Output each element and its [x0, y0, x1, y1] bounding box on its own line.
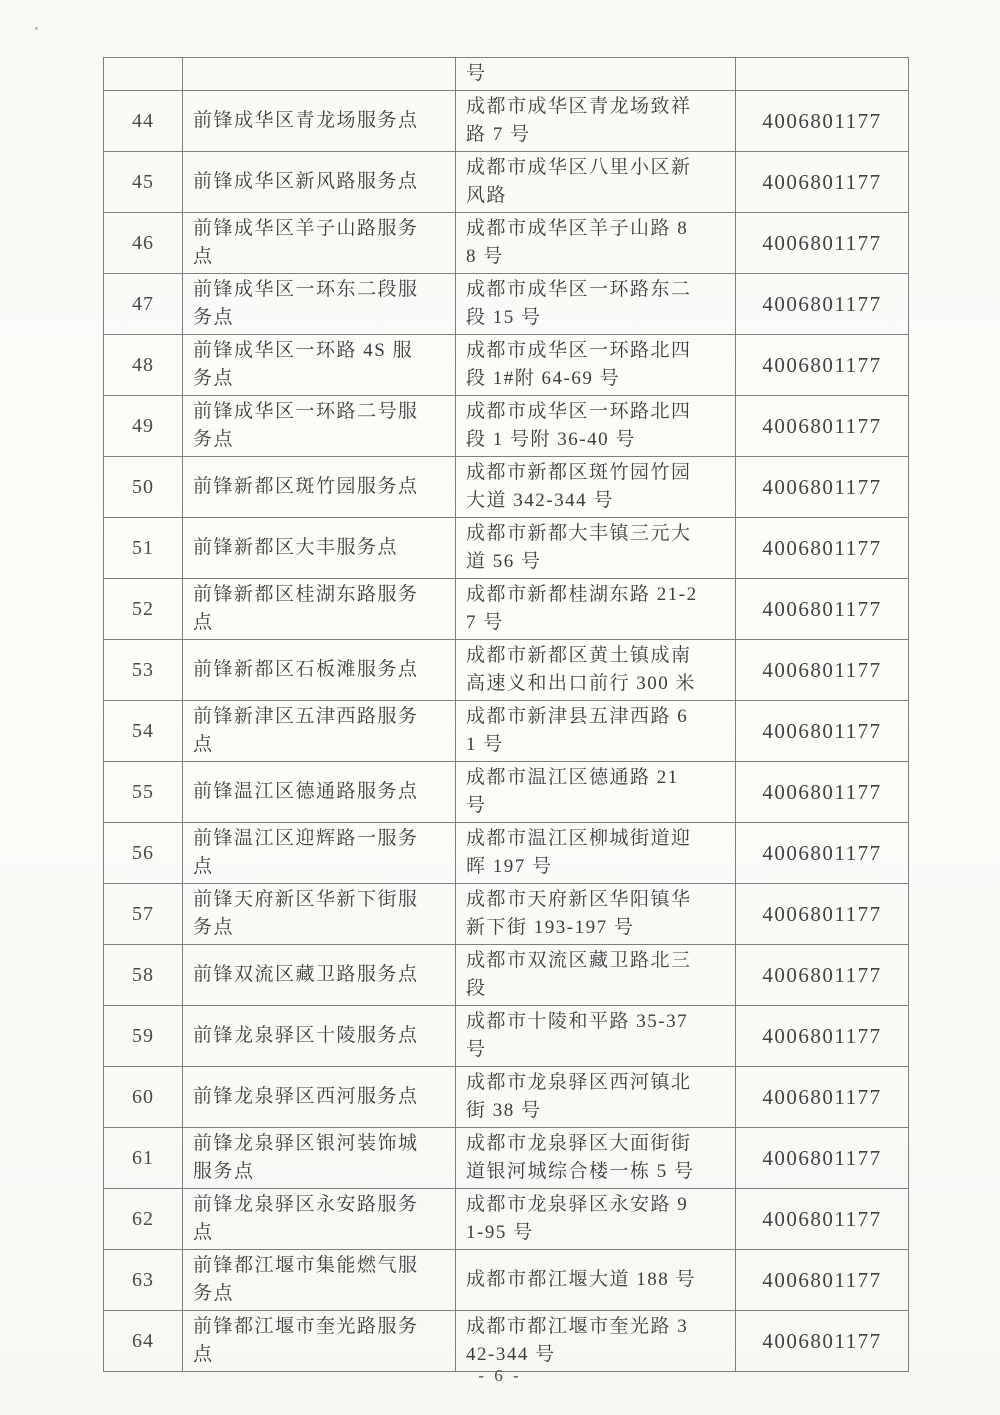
phone-cell: 4006801177: [736, 518, 909, 579]
address-cell: 成都市都江堰大道 188 号: [456, 1250, 736, 1311]
phone-cell: 4006801177: [736, 1067, 909, 1128]
table-row: [104, 213, 909, 274]
row-number-cell: 60: [104, 1067, 183, 1128]
service-point-name-cell: 前锋都江堰市集能燃气服务点: [183, 1250, 456, 1311]
page-number: - 6 -: [478, 1366, 522, 1385]
address-cell: 成都市龙泉驿区大面街街道银河城综合楼一栋 5 号: [456, 1128, 736, 1189]
address-cell: 成都市龙泉驿区永安路 91-95 号: [456, 1189, 736, 1250]
service-points-table: [103, 57, 909, 1372]
service-point-name-cell: 前锋温江区德通路服务点: [183, 762, 456, 823]
phone-cell: 4006801177: [736, 1189, 909, 1250]
phone-cell: 4006801177: [736, 1006, 909, 1067]
table-row: [104, 152, 909, 213]
service-point-name-cell: 前锋新都区石板滩服务点: [183, 640, 456, 701]
address-cell: 成都市都江堰市奎光路 342-344 号: [456, 1311, 736, 1372]
row-number-cell: 46: [104, 213, 183, 274]
phone-cell: 4006801177: [736, 823, 909, 884]
row-number-cell: 64: [104, 1311, 183, 1372]
service-point-name-cell: 前锋成华区青龙场服务点: [183, 91, 456, 152]
table-row: [104, 762, 909, 823]
address-cell: 成都市成华区八里小区新风路: [456, 152, 736, 213]
phone-cell: 4006801177: [736, 884, 909, 945]
table-row: [104, 1006, 909, 1067]
phone-cell: 4006801177: [736, 91, 909, 152]
address-cell: 成都市新都区斑竹园竹园大道 342-344 号: [456, 457, 736, 518]
service-point-name-cell: 前锋龙泉驿区永安路服务点: [183, 1189, 456, 1250]
address-cell: 成都市十陵和平路 35-37 号: [456, 1006, 736, 1067]
row-number-cell: 55: [104, 762, 183, 823]
service-point-name-cell: 前锋新都区桂湖东路服务点: [183, 579, 456, 640]
service-point-name-cell: 前锋龙泉驿区西河服务点: [183, 1067, 456, 1128]
address-cell: 成都市温江区德通路 21 号: [456, 762, 736, 823]
phone-cell: 4006801177: [736, 579, 909, 640]
carryover-row: [104, 58, 909, 91]
service-point-name-cell: 前锋龙泉驿区十陵服务点: [183, 1006, 456, 1067]
phone-cell: 4006801177: [736, 1250, 909, 1311]
phone-cell: 4006801177: [736, 335, 909, 396]
address-cell: 成都市龙泉驿区西河镇北街 38 号: [456, 1067, 736, 1128]
service-point-name-cell: 前锋成华区新风路服务点: [183, 152, 456, 213]
table-row: [104, 274, 909, 335]
address-cell: 成都市新都区黄土镇成南高速义和出口前行 300 米: [456, 640, 736, 701]
table-row: [104, 518, 909, 579]
phone-cell: 4006801177: [736, 457, 909, 518]
service-point-name-cell: 前锋天府新区华新下街服务点: [183, 884, 456, 945]
row-number-cell: 45: [104, 152, 183, 213]
row-number-cell: 52: [104, 579, 183, 640]
service-point-name-cell: 前锋双流区藏卫路服务点: [183, 945, 456, 1006]
address-cell: 成都市成华区羊子山路 88 号: [456, 213, 736, 274]
phone-cell: 4006801177: [736, 274, 909, 335]
table-row: [104, 884, 909, 945]
row-number-cell: 56: [104, 823, 183, 884]
address-cell: 成都市双流区藏卫路北三段: [456, 945, 736, 1006]
scan-speck: [35, 27, 38, 30]
phone-cell: 4006801177: [736, 213, 909, 274]
row-number-cell: 51: [104, 518, 183, 579]
row-number-cell: 61: [104, 1128, 183, 1189]
service-point-name-cell: [183, 58, 456, 91]
address-cell: 成都市温江区柳城街道迎晖 197 号: [456, 823, 736, 884]
service-point-name-cell: 前锋温江区迎辉路一服务点: [183, 823, 456, 884]
row-number-cell: [104, 58, 183, 91]
row-number-cell: 48: [104, 335, 183, 396]
table-row: [104, 579, 909, 640]
phone-cell: 4006801177: [736, 701, 909, 762]
table-row: [104, 91, 909, 152]
table-row: [104, 1311, 909, 1372]
row-number-cell: 47: [104, 274, 183, 335]
table-row: [104, 1189, 909, 1250]
service-point-name-cell: 前锋成华区一环路 4S 服务点: [183, 335, 456, 396]
table-body: [104, 58, 909, 1372]
address-cell: 成都市成华区一环路北四段 1 号附 36-40 号: [456, 396, 736, 457]
service-point-name-cell: 前锋成华区羊子山路服务点: [183, 213, 456, 274]
table-row: [104, 1250, 909, 1311]
row-number-cell: 63: [104, 1250, 183, 1311]
service-point-name-cell: 前锋新都区大丰服务点: [183, 518, 456, 579]
table-row: [104, 457, 909, 518]
service-point-name-cell: 前锋成华区一环东二段服务点: [183, 274, 456, 335]
phone-cell: 4006801177: [736, 1311, 909, 1372]
row-number-cell: 53: [104, 640, 183, 701]
service-point-name-cell: 前锋龙泉驿区银河装饰城服务点: [183, 1128, 456, 1189]
table-row: [104, 335, 909, 396]
address-cell: 号: [456, 58, 736, 91]
service-point-name-cell: 前锋成华区一环路二号服务点: [183, 396, 456, 457]
table-row: [104, 945, 909, 1006]
service-point-name-cell: 前锋都江堰市奎光路服务点: [183, 1311, 456, 1372]
phone-cell: 4006801177: [736, 762, 909, 823]
address-cell: 成都市成华区一环路北四段 1#附 64-69 号: [456, 335, 736, 396]
row-number-cell: 59: [104, 1006, 183, 1067]
address-cell: 成都市成华区一环路东二段 15 号: [456, 274, 736, 335]
table-row: [104, 701, 909, 762]
address-cell: 成都市天府新区华阳镇华新下街 193-197 号: [456, 884, 736, 945]
row-number-cell: 62: [104, 1189, 183, 1250]
address-cell: 成都市新都桂湖东路 21-27 号: [456, 579, 736, 640]
table-row: [104, 396, 909, 457]
table-row: [104, 1128, 909, 1189]
row-number-cell: 57: [104, 884, 183, 945]
phone-cell: 4006801177: [736, 396, 909, 457]
row-number-cell: 49: [104, 396, 183, 457]
row-number-cell: 58: [104, 945, 183, 1006]
address-cell: 成都市成华区青龙场致祥路 7 号: [456, 91, 736, 152]
service-point-name-cell: 前锋新津区五津西路服务点: [183, 701, 456, 762]
phone-cell: [736, 58, 909, 91]
table-row: [104, 823, 909, 884]
phone-cell: 4006801177: [736, 640, 909, 701]
phone-cell: 4006801177: [736, 152, 909, 213]
service-point-name-cell: 前锋新都区斑竹园服务点: [183, 457, 456, 518]
phone-cell: 4006801177: [736, 945, 909, 1006]
row-number-cell: 50: [104, 457, 183, 518]
address-cell: 成都市新津县五津西路 61 号: [456, 701, 736, 762]
phone-cell: 4006801177: [736, 1128, 909, 1189]
address-cell: 成都市新都大丰镇三元大道 56 号: [456, 518, 736, 579]
row-number-cell: 44: [104, 91, 183, 152]
table-row: [104, 640, 909, 701]
row-number-cell: 54: [104, 701, 183, 762]
table-row: [104, 1067, 909, 1128]
